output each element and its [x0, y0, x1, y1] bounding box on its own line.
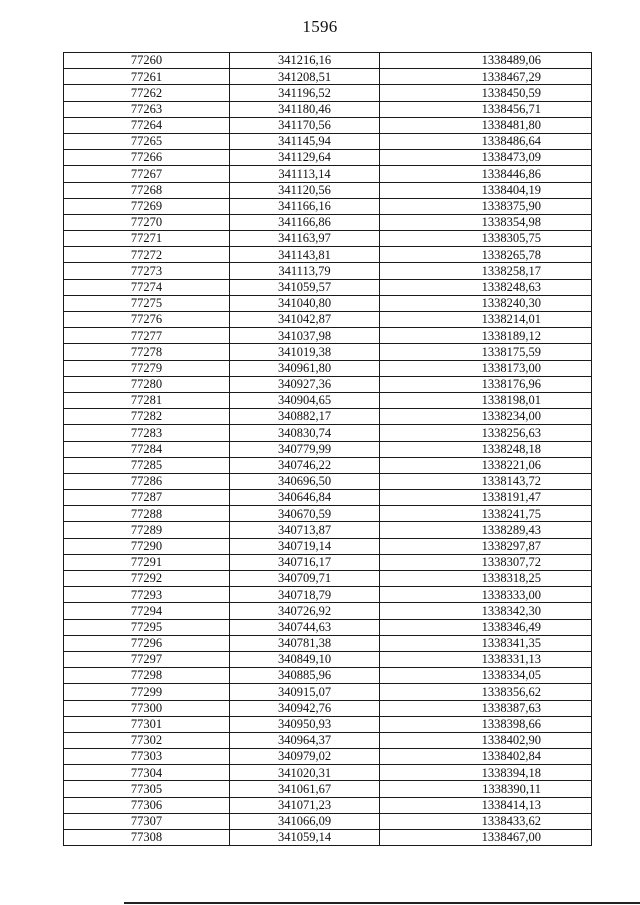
y-coordinate-cell: 1338433,62: [380, 813, 592, 829]
table-row: [64, 554, 592, 570]
x-coordinate-cell: 341166,16: [230, 198, 380, 214]
y-coordinate-cell: 1338307,72: [380, 554, 592, 570]
point-number-cell: 77278: [64, 344, 230, 360]
point-number-cell: 77296: [64, 635, 230, 651]
x-coordinate-cell: 341208,51: [230, 69, 380, 85]
point-number-cell: 77286: [64, 473, 230, 489]
point-number-cell: 77264: [64, 117, 230, 133]
x-coordinate-cell: 340646,84: [230, 490, 380, 506]
x-coordinate-cell: 340950,93: [230, 716, 380, 732]
table-row: [64, 101, 592, 117]
point-number-cell: 77284: [64, 441, 230, 457]
y-coordinate-cell: 1338240,30: [380, 295, 592, 311]
y-coordinate-cell: 1338346,49: [380, 619, 592, 635]
table-row: [64, 522, 592, 538]
point-number-cell: 77308: [64, 830, 230, 846]
point-number-cell: 77289: [64, 522, 230, 538]
point-number-cell: 77262: [64, 85, 230, 101]
table-row: [64, 441, 592, 457]
point-number-cell: 77294: [64, 603, 230, 619]
x-coordinate-cell: 340961,80: [230, 360, 380, 376]
table-row: [64, 797, 592, 813]
y-coordinate-cell: 1338289,43: [380, 522, 592, 538]
x-coordinate-cell: 340927,36: [230, 376, 380, 392]
point-number-cell: 77304: [64, 765, 230, 781]
y-coordinate-cell: 1338334,05: [380, 668, 592, 684]
y-coordinate-cell: 1338489,06: [380, 53, 592, 69]
table-row: [64, 214, 592, 230]
point-number-cell: 77266: [64, 150, 230, 166]
coordinates-table-body: [64, 53, 592, 846]
x-coordinate-cell: 340915,07: [230, 684, 380, 700]
table-row: [64, 360, 592, 376]
y-coordinate-cell: 1338297,87: [380, 538, 592, 554]
x-coordinate-cell: 341071,23: [230, 797, 380, 813]
y-coordinate-cell: 1338467,29: [380, 69, 592, 85]
y-coordinate-cell: 1338456,71: [380, 101, 592, 117]
y-coordinate-cell: 1338467,00: [380, 830, 592, 846]
x-coordinate-cell: 340718,79: [230, 587, 380, 603]
y-coordinate-cell: 1338450,59: [380, 85, 592, 101]
table-row: [64, 133, 592, 149]
x-coordinate-cell: 341037,98: [230, 328, 380, 344]
y-coordinate-cell: 1338333,00: [380, 587, 592, 603]
point-number-cell: 77285: [64, 457, 230, 473]
table-row: [64, 312, 592, 328]
table-row: [64, 425, 592, 441]
table-row: [64, 198, 592, 214]
y-coordinate-cell: 1338173,00: [380, 360, 592, 376]
y-coordinate-cell: 1338305,75: [380, 231, 592, 247]
x-coordinate-cell: 340719,14: [230, 538, 380, 554]
y-coordinate-cell: 1338214,01: [380, 312, 592, 328]
table-row: [64, 263, 592, 279]
x-coordinate-cell: 341180,46: [230, 101, 380, 117]
table-row: [64, 538, 592, 554]
x-coordinate-cell: 341196,52: [230, 85, 380, 101]
table-row: [64, 457, 592, 473]
y-coordinate-cell: 1338234,00: [380, 409, 592, 425]
y-coordinate-cell: 1338414,13: [380, 797, 592, 813]
table-row: [64, 506, 592, 522]
point-number-cell: 77299: [64, 684, 230, 700]
table-row: [64, 490, 592, 506]
y-coordinate-cell: 1338221,06: [380, 457, 592, 473]
x-coordinate-cell: 340779,99: [230, 441, 380, 457]
point-number-cell: 77265: [64, 133, 230, 149]
y-coordinate-cell: 1338176,96: [380, 376, 592, 392]
point-number-cell: 77271: [64, 231, 230, 247]
point-number-cell: 77281: [64, 392, 230, 408]
table-row: [64, 813, 592, 829]
table-row: [64, 231, 592, 247]
x-coordinate-cell: 341163,97: [230, 231, 380, 247]
table-row: [64, 328, 592, 344]
table-row: [64, 700, 592, 716]
y-coordinate-cell: 1338394,18: [380, 765, 592, 781]
x-coordinate-cell: 341059,14: [230, 830, 380, 846]
bottom-rule: [124, 902, 640, 904]
x-coordinate-cell: 341019,38: [230, 344, 380, 360]
point-number-cell: 77277: [64, 328, 230, 344]
x-coordinate-cell: 340942,76: [230, 700, 380, 716]
x-coordinate-cell: 341143,81: [230, 247, 380, 263]
table-row: [64, 295, 592, 311]
y-coordinate-cell: 1338481,80: [380, 117, 592, 133]
point-number-cell: 77263: [64, 101, 230, 117]
x-coordinate-cell: 341061,67: [230, 781, 380, 797]
point-number-cell: 77282: [64, 409, 230, 425]
point-number-cell: 77300: [64, 700, 230, 716]
coordinates-table: [63, 52, 592, 846]
x-coordinate-cell: 341216,16: [230, 53, 380, 69]
table-row: [64, 182, 592, 198]
y-coordinate-cell: 1338191,47: [380, 490, 592, 506]
point-number-cell: 77280: [64, 376, 230, 392]
table-row: [64, 668, 592, 684]
y-coordinate-cell: 1338342,30: [380, 603, 592, 619]
point-number-cell: 77287: [64, 490, 230, 506]
point-number-cell: 77303: [64, 749, 230, 765]
table-row: [64, 587, 592, 603]
x-coordinate-cell: 341120,56: [230, 182, 380, 198]
table-row: [64, 53, 592, 69]
point-number-cell: 77260: [64, 53, 230, 69]
point-number-cell: 77273: [64, 263, 230, 279]
point-number-cell: 77301: [64, 716, 230, 732]
y-coordinate-cell: 1338318,25: [380, 571, 592, 587]
y-coordinate-cell: 1338486,64: [380, 133, 592, 149]
page-number: 1596: [302, 17, 338, 36]
x-coordinate-cell: 340781,38: [230, 635, 380, 651]
table-row: [64, 279, 592, 295]
table-row: [64, 571, 592, 587]
y-coordinate-cell: 1338404,19: [380, 182, 592, 198]
y-coordinate-cell: 1338143,72: [380, 473, 592, 489]
x-coordinate-cell: 341145,94: [230, 133, 380, 149]
y-coordinate-cell: 1338387,63: [380, 700, 592, 716]
x-coordinate-cell: 340979,02: [230, 749, 380, 765]
y-coordinate-cell: 1338175,59: [380, 344, 592, 360]
point-number-cell: 77272: [64, 247, 230, 263]
y-coordinate-cell: 1338390,11: [380, 781, 592, 797]
x-coordinate-cell: 341020,31: [230, 765, 380, 781]
y-coordinate-cell: 1338341,35: [380, 635, 592, 651]
point-number-cell: 77279: [64, 360, 230, 376]
table-row: [64, 765, 592, 781]
point-number-cell: 77295: [64, 619, 230, 635]
point-number-cell: 77288: [64, 506, 230, 522]
table-row: [64, 732, 592, 748]
point-number-cell: 77268: [64, 182, 230, 198]
point-number-cell: 77275: [64, 295, 230, 311]
table-row: [64, 247, 592, 263]
point-number-cell: 77274: [64, 279, 230, 295]
y-coordinate-cell: 1338258,17: [380, 263, 592, 279]
x-coordinate-cell: 340882,17: [230, 409, 380, 425]
point-number-cell: 77283: [64, 425, 230, 441]
point-number-cell: 77261: [64, 69, 230, 85]
point-number-cell: 77293: [64, 587, 230, 603]
x-coordinate-cell: 340885,96: [230, 668, 380, 684]
point-number-cell: 77298: [64, 668, 230, 684]
x-coordinate-cell: 341170,56: [230, 117, 380, 133]
y-coordinate-cell: 1338375,90: [380, 198, 592, 214]
x-coordinate-cell: 340830,74: [230, 425, 380, 441]
table-row: [64, 830, 592, 846]
y-coordinate-cell: 1338402,84: [380, 749, 592, 765]
point-number-cell: 77269: [64, 198, 230, 214]
y-coordinate-cell: 1338356,62: [380, 684, 592, 700]
y-coordinate-cell: 1338256,63: [380, 425, 592, 441]
point-number-cell: 77307: [64, 813, 230, 829]
x-coordinate-cell: 340670,59: [230, 506, 380, 522]
table-row: [64, 619, 592, 635]
table-row: [64, 85, 592, 101]
x-coordinate-cell: 340746,22: [230, 457, 380, 473]
y-coordinate-cell: 1338265,78: [380, 247, 592, 263]
point-number-cell: 77305: [64, 781, 230, 797]
x-coordinate-cell: 340964,37: [230, 732, 380, 748]
y-coordinate-cell: 1338398,66: [380, 716, 592, 732]
y-coordinate-cell: 1338402,90: [380, 732, 592, 748]
point-number-cell: 77292: [64, 571, 230, 587]
x-coordinate-cell: 341059,57: [230, 279, 380, 295]
table-row: [64, 473, 592, 489]
x-coordinate-cell: 340696,50: [230, 473, 380, 489]
x-coordinate-cell: 341040,80: [230, 295, 380, 311]
y-coordinate-cell: 1338354,98: [380, 214, 592, 230]
table-row: [64, 344, 592, 360]
table-row: [64, 651, 592, 667]
table-row: [64, 409, 592, 425]
point-number-cell: 77302: [64, 732, 230, 748]
table-row: [64, 150, 592, 166]
table-row: [64, 749, 592, 765]
point-number-cell: 77297: [64, 651, 230, 667]
table-row: [64, 166, 592, 182]
x-coordinate-cell: 340904,65: [230, 392, 380, 408]
y-coordinate-cell: 1338248,18: [380, 441, 592, 457]
x-coordinate-cell: 340713,87: [230, 522, 380, 538]
table-row: [64, 603, 592, 619]
y-coordinate-cell: 1338241,75: [380, 506, 592, 522]
table-row: [64, 117, 592, 133]
point-number-cell: 77306: [64, 797, 230, 813]
x-coordinate-cell: 341113,14: [230, 166, 380, 182]
y-coordinate-cell: 1338248,63: [380, 279, 592, 295]
table-row: [64, 635, 592, 651]
point-number-cell: 77276: [64, 312, 230, 328]
point-number-cell: 77270: [64, 214, 230, 230]
table-row: [64, 392, 592, 408]
x-coordinate-cell: 341129,64: [230, 150, 380, 166]
table-row: [64, 376, 592, 392]
x-coordinate-cell: 340744,63: [230, 619, 380, 635]
x-coordinate-cell: 341113,79: [230, 263, 380, 279]
table-row: [64, 684, 592, 700]
x-coordinate-cell: 341066,09: [230, 813, 380, 829]
point-number-cell: 77291: [64, 554, 230, 570]
point-number-cell: 77290: [64, 538, 230, 554]
x-coordinate-cell: 340716,17: [230, 554, 380, 570]
y-coordinate-cell: 1338473,09: [380, 150, 592, 166]
y-coordinate-cell: 1338189,12: [380, 328, 592, 344]
table-row: [64, 716, 592, 732]
x-coordinate-cell: 340849,10: [230, 651, 380, 667]
x-coordinate-cell: 340709,71: [230, 571, 380, 587]
table-row: [64, 69, 592, 85]
x-coordinate-cell: 340726,92: [230, 603, 380, 619]
y-coordinate-cell: 1338446,86: [380, 166, 592, 182]
x-coordinate-cell: 341042,87: [230, 312, 380, 328]
y-coordinate-cell: 1338331,13: [380, 651, 592, 667]
table-row: [64, 781, 592, 797]
y-coordinate-cell: 1338198,01: [380, 392, 592, 408]
point-number-cell: 77267: [64, 166, 230, 182]
x-coordinate-cell: 341166,86: [230, 214, 380, 230]
